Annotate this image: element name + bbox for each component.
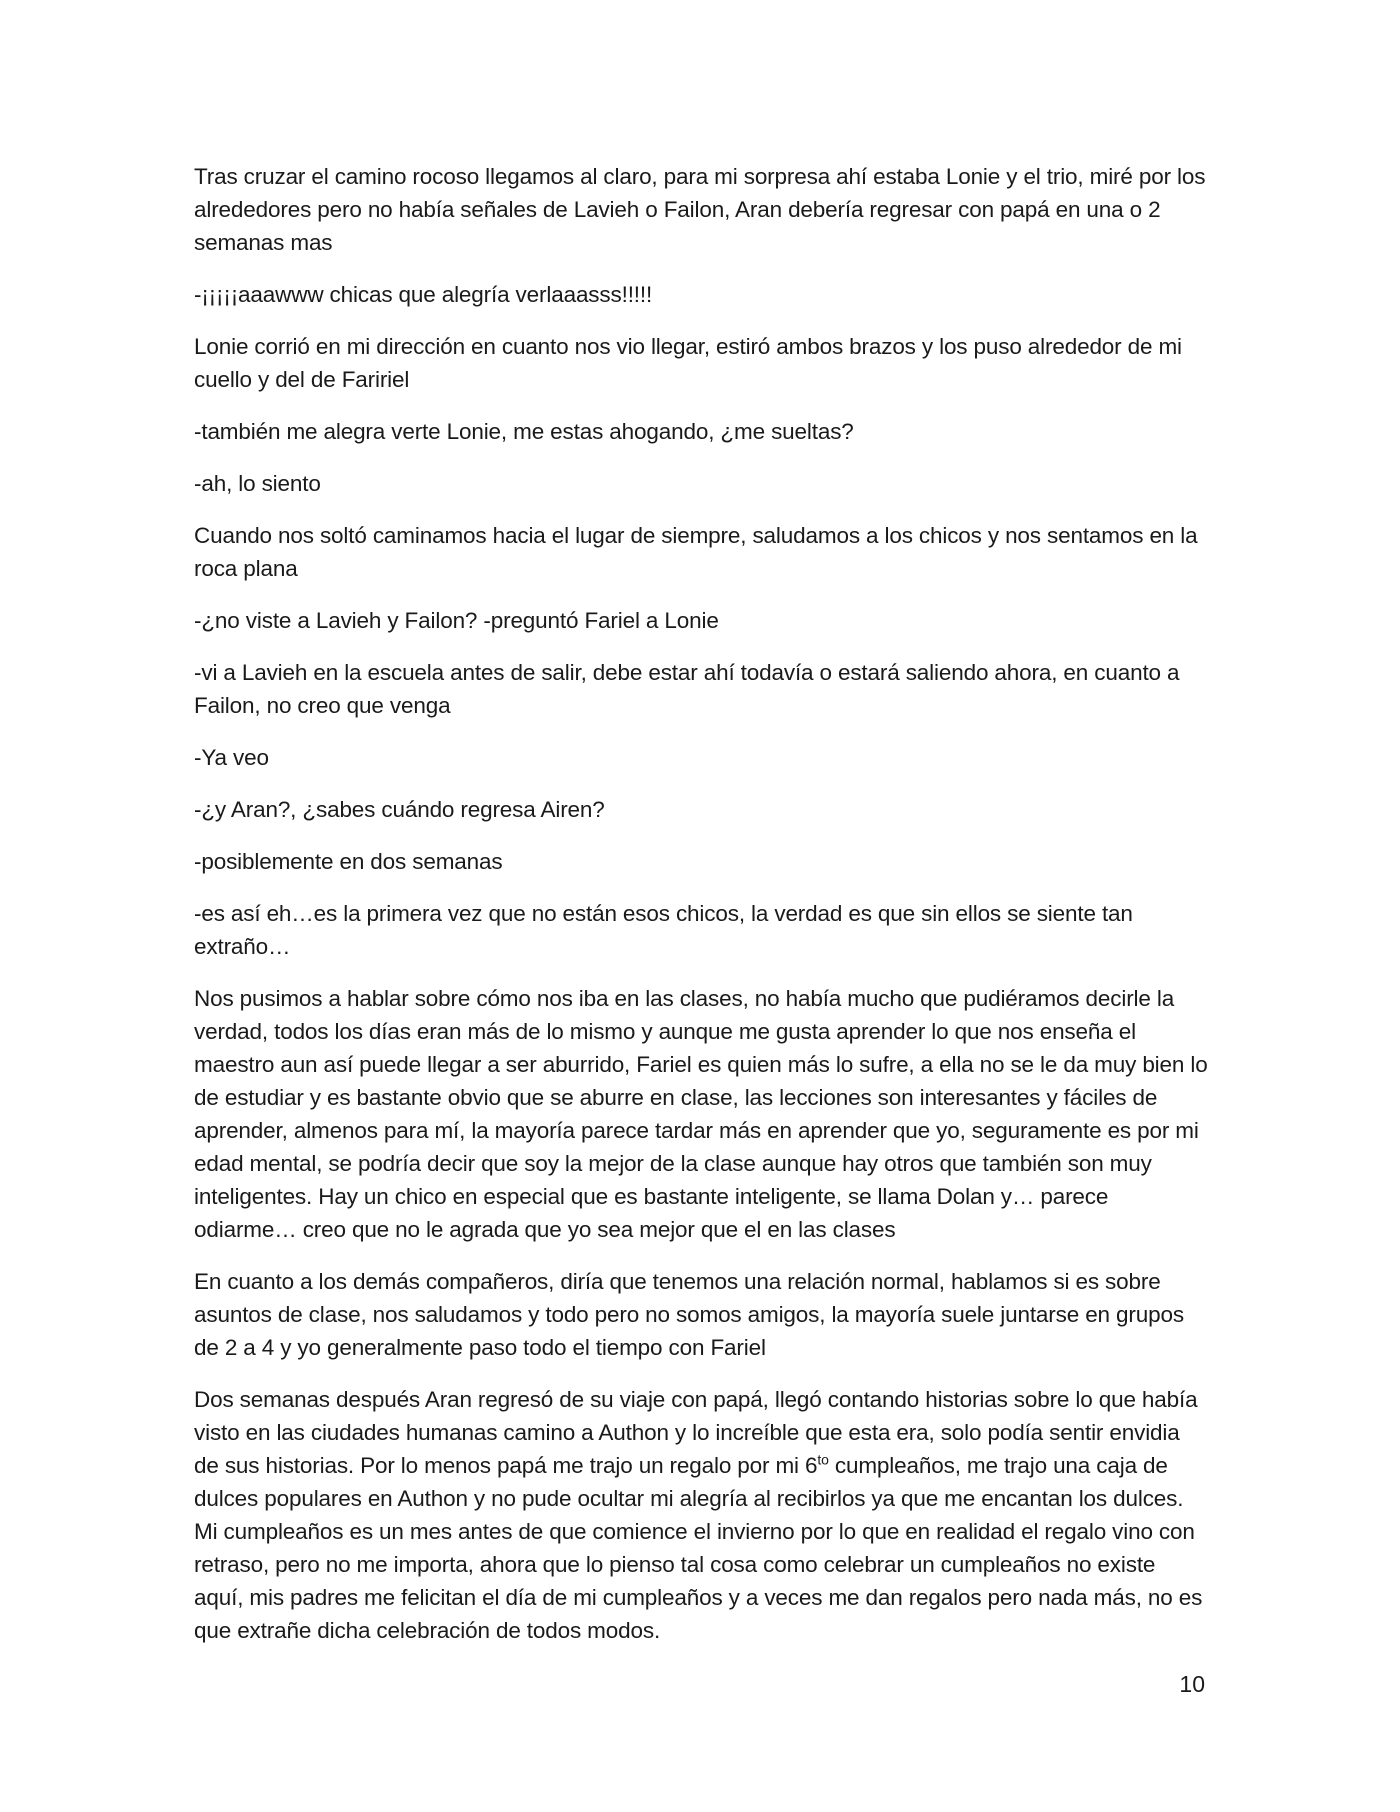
ordinal-superscript: to [817, 1451, 829, 1468]
paragraph-text: cumpleaños, me trajo una caja de dulces populares en Authon y no pude ocultar mi alegría al recibirlos ya que me encantan los dulces. Mi cumpleaños es un mes antes de que comience el invierno por lo que en realidad el regalo vino con retraso, pero no me importa, ahora que lo pienso tal cosa como celebrar un cumpleaños no existe aquí, mis padres me felicitan el día de mi cumpleaños y a veces me dan regalos pero nada más, no es que extrañe dicha celebración de todos modos. [194, 1453, 1203, 1643]
paragraph: -¿y Aran?, ¿sabes cuándo regresa Airen? [194, 797, 605, 822]
paragraph: -Ya veo [194, 745, 269, 770]
paragraph: -posiblemente en dos semanas [194, 849, 503, 874]
paragraph: -es así eh…es la primera vez que no están esos chicos, la verdad es que sin ellos se siente tan extraño… [194, 901, 1133, 959]
paragraph: Cuando nos soltó caminamos hacia el lugar de siempre, saludamos a los chicos y nos sentamos en la roca plana [194, 523, 1198, 581]
page-body [194, 160, 1210, 1666]
page-number: 10 [1179, 1671, 1205, 1697]
paragraph: Nos pusimos a hablar sobre cómo nos iba en las clases, no había mucho que pudiéramos decirle la verdad, todos los días eran más de lo mismo y aunque me gusta aprender lo que nos enseña el maestro aun así puede llegar a ser aburrido, Fariel es quien más lo sufre, a ella no se le da muy bien lo de estudiar y es bastante obvio que se aburre en clase, las lecciones son interesantes y fáciles de aprender, almenos para mí, la mayoría parece tardar más en aprender que yo, seguramente es por mi edad mental, se podría decir que soy la mejor de la clase aunque hay otros que también son muy inteligentes. Hay un chico en especial que es bastante inteligente, se llama Dolan y… parece odiarme… creo que no le agrada que yo sea mejor que el en las clases [194, 986, 1208, 1242]
paragraph: Tras cruzar el camino rocoso llegamos al claro, para mi sorpresa ahí estaba Lonie y el trio, miré por los alrededores pero no había señales de Lavieh o Failon, Aran debería regresar con papá en una o 2 semanas mas [194, 164, 1206, 255]
paragraph: -¡¡¡¡¡aaawww chicas que alegría verlaaasss!!!!! [194, 282, 653, 307]
paragraph: En cuanto a los demás compañeros, diría que tenemos una relación normal, hablamos si es sobre asuntos de clase, nos saludamos y todo pero no somos amigos, la mayoría suele juntarse en grupos de 2 a 4 y yo generalmente paso todo el tiempo con Fariel [194, 1269, 1184, 1360]
paragraph: -vi a Lavieh en la escuela antes de salir, debe estar ahí todavía o estará saliendo ahora, en cuanto a Failon, no creo que venga [194, 660, 1180, 718]
paragraph: -también me alegra verte Lonie, me estas ahogando, ¿me sueltas? [194, 419, 854, 444]
paragraph: -¿no viste a Lavieh y Failon? -preguntó Fariel a Lonie [194, 608, 719, 633]
paragraph: Lonie corrió en mi dirección en cuanto nos vio llegar, estiró ambos brazos y los puso alrededor de mi cuello y del de Faririel [194, 334, 1182, 392]
paragraph-last [194, 1383, 1210, 1647]
paragraph: -ah, lo siento [194, 471, 321, 496]
paragraph-text: Dos semanas después Aran regresó de su viaje con papá, llegó contando historias sobre lo que había visto en las ciudades humanas camino a Authon y lo increíble que esta era, solo podía sentir envidia de sus historias. Por lo menos papá me trajo un regalo por mi 6 [194, 1387, 1198, 1478]
